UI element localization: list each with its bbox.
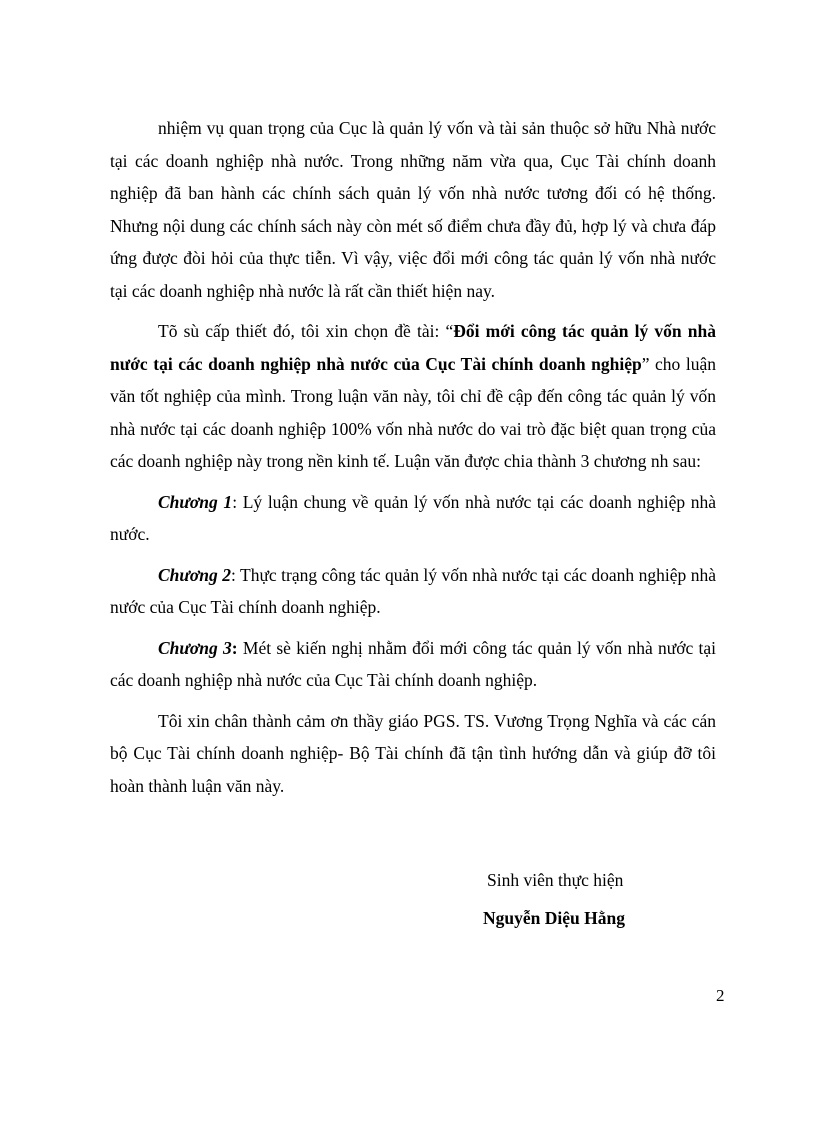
chapter-1-separator: : [232,491,238,512]
body-text [110,112,716,802]
chapter-2-paragraph [110,559,716,624]
chapter-3-paragraph [110,632,716,697]
chapter-1-label: Chương 1 [158,491,233,512]
chapter-3-separator: : [231,637,238,658]
signature-name: Nguyễn Diệu Hằng [483,908,625,928]
topic-lead-text: Tõ sù cấp thiết đó, tôi xin chọn đề tài: “ [158,321,454,341]
chapter-2-label: Chương 2 [158,564,231,585]
chapter-3-text: Mét sè kiến nghị nhằm đổi mới công tác quản lý vốn nhà nước tại các doanh nghiệp nhà nước của Cục Tài chính doanh nghiệp. [110,637,716,690]
chapter-3-label: Chương 3 [158,637,232,658]
chapter-2-separator: : [230,564,236,585]
topic-rest-text: ” cho luận văn tốt nghiệp của mình. Trong luận văn này, tôi chỉ đề cập đến công tác quản lý vốn nhà nước tại các doanh nghiệp 100% vốn nhà nước do vai trò đặc biệt quan trọng của các doanh nghiệp này trong nền kinh tế. Luận văn được chia thành 3 chương nh sau: [110,353,716,471]
page-number: 2 [716,986,725,1005]
chapter-1-paragraph [110,486,716,551]
paragraph-intro: nhiệm vụ quan trọng của Cục là quản lý vốn và tài sản thuộc sở hữu Nhà nước tại các doanh nghiệp nhà nước. Trong những năm vừa qua, Cục Tài chính doanh nghiệp đã ban hành các chính sách quản lý vốn nhà nước tương đối có hệ thống. Nhưng nội dung các chính sách này còn mét số điểm chưa đầy đủ, hợp lý và chưa đáp ứng được đòi hỏi của thực tiễn. Vì vậy, việc đổi mới công tác quản lý vốn nhà nước tại các doanh nghiệp nhà nước là rất cần thiết hiện nay. [110,118,716,301]
signature-role: Sinh viên thực hiện [487,870,624,890]
chapter-2-text: Thực trạng công tác quản lý vốn nhà nước tại các doanh nghiệp nhà nước của Cục Tài chính doanh nghiệp. [110,564,717,617]
paragraph-acknowledgement: Tôi xin chân thành cảm ơn thầy giáo PGS. TS. Vương Trọng Nghĩa và các cán bộ Cục Tài chính doanh nghiệp- Bộ Tài chính đã tận tình hướng dẫn và giúp đỡ tôi hoàn thành luận văn này. [110,710,716,796]
chapter-1-text: Lý luận chung về quản lý vốn nhà nước tại các doanh nghiệp nhà nước. [110,491,717,544]
paragraph-topic [110,315,716,478]
thesis-title: Đổi mới công tác quản lý vốn nhà nước tại các doanh nghiệp nhà nước của Cục Tài chính doanh nghiệp [110,321,716,374]
